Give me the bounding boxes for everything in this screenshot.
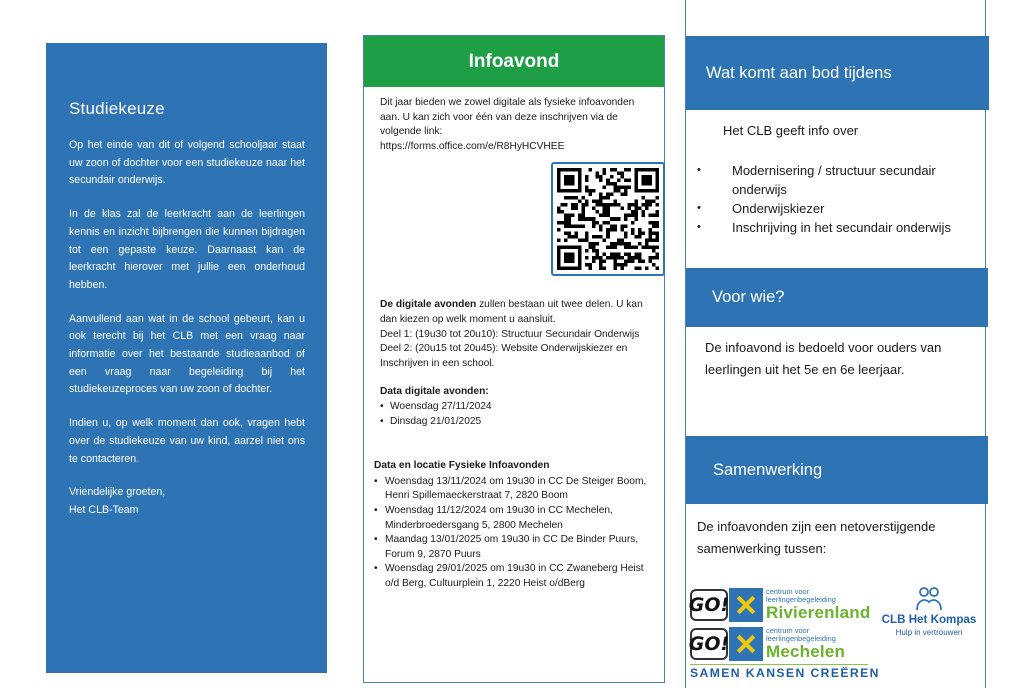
- kompas-figures-icon: [912, 586, 946, 612]
- samenwerking-text: De infoavonden zijn een netoverstijgende samenwerking tussen:: [697, 519, 936, 556]
- qr-code[interactable]: [551, 162, 665, 276]
- fysiek-title: Data en locatie Fysieke Infoavonden: [374, 460, 550, 472]
- digital-description: [380, 298, 648, 371]
- wat-komt-aan-bod-bar: [686, 36, 989, 110]
- fysiek-list: [374, 475, 648, 592]
- topics-list: [697, 161, 987, 237]
- qr-code-icon: [557, 168, 659, 270]
- studiekeuze-panel: [46, 43, 327, 673]
- samen-slogan: SAMEN KANSEN CREËREN: [690, 666, 880, 680]
- samenwerking-bar: [686, 436, 988, 504]
- deel-2: Deel 2: (20u15 tot 20u45): Website Onderwijskiezer en Inschrijven in een school.: [380, 343, 628, 369]
- signature: Het CLB-Team: [69, 503, 139, 516]
- list-item: • Modernisering / structuur secundair onderwijs: [697, 161, 987, 199]
- infoavond-header: [364, 36, 664, 87]
- closing: [69, 484, 305, 519]
- list-item: • Dinsdag 21/01/2025: [380, 415, 648, 430]
- list-item: • Onderwijskiezer: [697, 199, 987, 218]
- digital-rest: zullen bestaan uit twee delen. U kan dan kiezen op welk moment u aansluit.: [380, 299, 643, 325]
- clb-info: Het CLB geeft info over: [723, 123, 859, 138]
- infoavond-title: Infoavond: [468, 50, 560, 72]
- voor-wie-text: De infoavond is bedoeld voor ouders van leerlingen uit het 5e en 6e leerjaar.: [705, 340, 942, 377]
- list-item: • Woensdag 11/12/2024 om 19u30 in CC Mechelen, Minderbroedersgang 5, 2800 Mechelen: [374, 504, 648, 533]
- deel-1: Deel 1: (19u30 tot 20u10): Structuur Secundair Onderwijs: [380, 328, 640, 340]
- list-item: • Maandag 13/01/2025 om 19u30 in CC De Binder Puurs, Forum 9, 2870 Puurs: [374, 533, 648, 562]
- clb-het-kompas-logo: CLB Het Kompas Hulp in vertrouwen: [878, 586, 980, 638]
- go-logo: GO!: [690, 628, 728, 660]
- registration-link[interactable]: https://forms.office.com/e/R8HyHCVHEE: [380, 140, 565, 152]
- studiekeuze-paragraph-1: Op het einde van dit of volgend schooljaar staat uw zoon of dochter voor een studiekeuze naar het secundair onderwijs.: [69, 139, 305, 187]
- digital-bold: De digitale avonden: [380, 299, 477, 311]
- infoavond-panel: [363, 35, 665, 683]
- infoavond-intro: [380, 96, 648, 154]
- list-item: • Inschrijving in het secundair onderwijs: [697, 218, 987, 237]
- voor-wie-title: Voor wie?: [712, 288, 785, 306]
- list-item: • Woensdag 13/11/2024 om 19u30 in CC De Steiger Boom, Henri Spillemaeckerstraat 7, 2820 Boom: [374, 475, 648, 504]
- samenwerking-title: Samenwerking: [713, 460, 823, 479]
- clb-rivierenland-logo: centrum voor leerlingenbegeleiding Rivierenland: [729, 588, 865, 622]
- intro-text: Dit jaar bieden we zowel digitale als fysieke infoavonden aan. U kan zich voor één van deze inschrijven via de volgende link:: [380, 97, 635, 138]
- studiekeuze-paragraph-3: Aanvullend aan wat in de school gebeurt, kan u ook terecht bij het CLB met een vraag naar informatie over het bestaande studieaanbod of een vraag naar begeleiding bij het studiekeuzeproces van uw zoon of dochter.: [69, 312, 305, 396]
- studiekeuze-paragraph-4: Indien u, op welk moment dan ook, vragen hebt over de studiekeuze van uw kind, aarzel niet ons te contacteren.: [69, 417, 305, 465]
- go-logo: GO!: [690, 589, 728, 621]
- list-item: • Woensdag 29/01/2025 om 19u30 in CC Zwaneberg Heist o/d Berg, Cultuurplein 1, 2220 Heist o/dBerg: [374, 562, 648, 591]
- clb-cross-icon: [729, 588, 763, 622]
- studiekeuze-title: Studiekeuze: [69, 99, 165, 118]
- voor-wie-bar: [686, 268, 988, 327]
- greeting: Vriendelijke groeten,: [69, 486, 166, 499]
- list-item: • Woensdag 27/11/2024: [380, 400, 648, 415]
- wat-komt-aan-bod-title: Wat komt aan bod tijdens: [706, 63, 892, 82]
- studiekeuze-paragraph-2: In de klas zal de leerkracht aan de leerlingen kennis en inzicht bijbrengen die kunnen bijdragen tot een gepaste keuze. Daarnaast kan de leerkracht hierover met jullie een onderhoud hebben.: [69, 208, 305, 291]
- digital-dates-list: [380, 400, 648, 429]
- clb-cross-icon: [729, 627, 763, 661]
- clb-mechelen-logo: centrum voor leerlingenbegeleiding Mechelen: [729, 627, 865, 661]
- digital-dates-title: Data digitale avonden:: [380, 386, 489, 398]
